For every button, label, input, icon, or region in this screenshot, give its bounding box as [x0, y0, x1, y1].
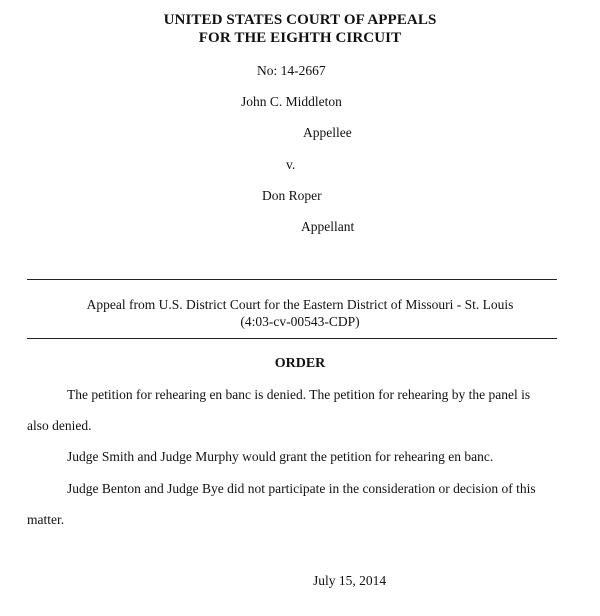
order-paragraph-3-line2: matter. [27, 512, 65, 527]
order-paragraph-2: Judge Smith and Judge Murphy would grant the petition for rehearing en banc. [67, 449, 494, 464]
appellee-name: John C. Middleton [241, 94, 342, 109]
order-date: July 15, 2014 [313, 573, 387, 588]
divider-top [27, 279, 557, 280]
appellee-role: Appellee [303, 125, 352, 140]
court-name-line1: UNITED STATES COURT OF APPEALS [163, 12, 437, 28]
order-heading: ORDER [274, 356, 326, 371]
court-name-line2: FOR THE EIGHTH CIRCUIT [198, 30, 402, 46]
order-paragraph-3-line1: Judge Benton and Judge Bye did not participate in the consideration or decision of this [67, 481, 536, 496]
appeal-origin-line2: (4:03-cv-00543-CDP) [240, 314, 360, 329]
order-paragraph-1-line2: also denied. [27, 418, 92, 433]
appellant-name: Don Roper [262, 188, 322, 203]
divider-bottom [27, 338, 557, 339]
appeal-origin-line1: Appeal from U.S. District Court for the Eastern District of Missouri - St. Louis [86, 297, 514, 312]
order-paragraph-1-line1: The petition for rehearing en banc is denied. The petition for rehearing by the panel is [67, 387, 531, 402]
appellant-role: Appellant [301, 219, 355, 234]
versus-label: v. [286, 157, 296, 172]
case-number: No: 14-2667 [257, 63, 326, 78]
